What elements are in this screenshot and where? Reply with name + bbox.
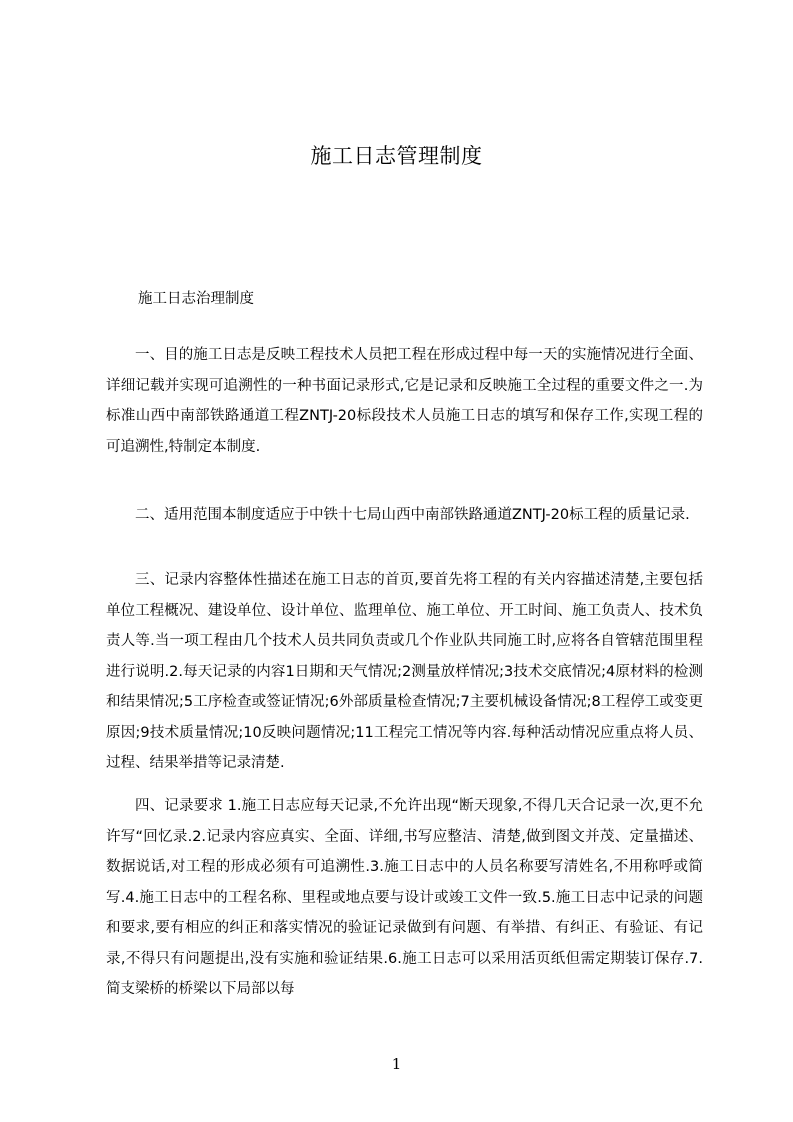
paragraph-content: 三、记录内容整体性描述在施工日志的首页,要首先将工程的有关内容描述清楚,主要包括单位工程概况、建设单位、设计单位、监理单位、施工单位、开工时间、施工负责人、技术负责人等.当一项工程由几个技术人员共同负责或几个作业队共同施工时,应将各自管辖范围里程进行说明.2.每天记录的内容1日期和天气情况;2测量放样情况;3技术交底情况;4原材料的检测和结果情况;5工序检查或签证情况;6外部质量检查情况;7主要机械设备情况;8工程停工或变更原因;9技术质量情况;10反映问题情况;11工程完工情况等内容.每种活动情况应重点将人员、过程、结果举措等记录清楚.: [106, 572, 703, 771]
paragraph-purpose: 一、目的施工日志是反映工程技术人员把工程在形成过程中每一天的实施情况进行全面、详细记载并实现可追溯性的一种书面记录形式,它是记录和反映施工全过程的重要文件之一.为标准山西中南部铁路通道工程ZNTJ-20标段技术人员施工日志的填写和保存工作,实现工程的可追溯性,特制定本制度.: [106, 347, 703, 455]
page-title: 施工日志管理制度: [310, 144, 483, 168]
paragraph-scope: 二、适用范围本制度适应于中铁十七局山西中南部铁路通道ZNTJ-20标工程的质量记录.: [135, 507, 690, 523]
document-subtitle: 施工日志治理制度: [138, 291, 254, 307]
paragraph-requirements: 四、记录要求 1.施工日志应每天记录,不允许出现“断天现象,不得几天合记录一次,更不允许写“回忆录.2.记录内容应真实、全面、详细,书写应整洁、清楚,做到图文并茂、定量描述、数据说话,对工程的形成必须有可追溯性.3.施工日志中的人员名称要写清姓名,不用称呼或简写.4.施工日志中的工程名称、里程或地点要与设计或竣工文件一致.5.施工日志中记录的问题和要求,要有相应的纠正和落实情况的验证记录做到有问题、有举措、有纠正、有验证、有记录,不得只有问题提出,没有实施和验证结果.6.施工日志可以采用活页纸但需定期装订保存.7.简支梁桥的桥梁以下局部以每: [106, 798, 703, 997]
page-number: 1: [391, 1055, 402, 1073]
